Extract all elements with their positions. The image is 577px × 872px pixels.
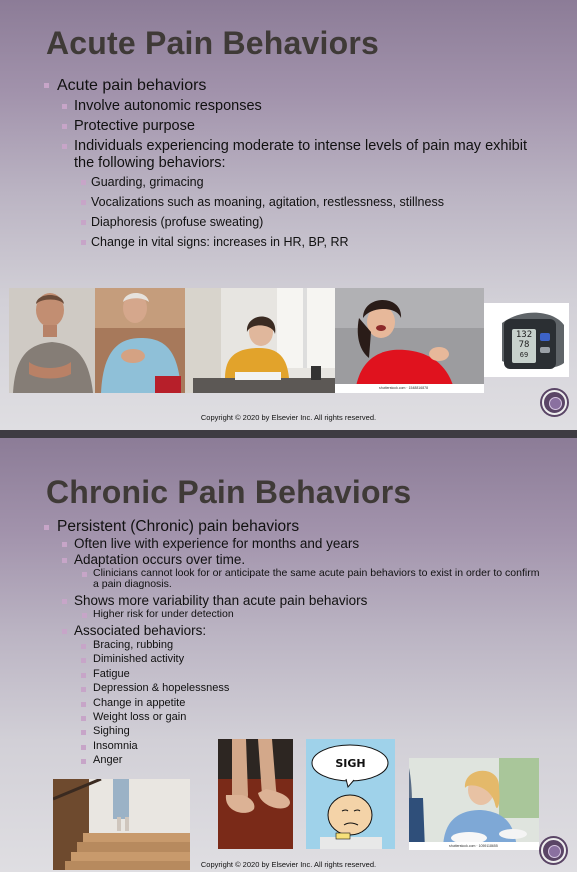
photo-woman-no-appetite	[409, 758, 539, 850]
behavior-item: Change in appetite	[44, 697, 543, 710]
photo-man-chest-pain	[95, 288, 185, 393]
photo-caption: shutterstock.com · 1059118655	[449, 844, 498, 848]
behavior-item: Bracing, rubbing	[44, 639, 543, 652]
bp-reading-diastolic: 78	[518, 340, 530, 350]
photo-bp-monitor	[484, 303, 569, 377]
photo-caption: shutterstock.com · 1548816878	[379, 386, 429, 390]
bullet-list	[44, 518, 543, 769]
photo-feet-rubbing	[218, 739, 293, 849]
bullet-level3: Guarding, grimacing	[44, 175, 543, 190]
bullet-list	[44, 76, 543, 255]
photo-stairs	[53, 779, 190, 870]
copyright-text: Copyright © 2020 by Elsevier Inc. All rights reserved.	[200, 413, 377, 422]
behavior-item: Sighing	[44, 725, 543, 738]
slide-acute-pain	[0, 0, 577, 430]
bullet-level3: Clinicians cannot look for or anticipate the same acute pain behaviors to exist in order to confirm a pain diagnosis.	[44, 568, 543, 590]
bullet-level2: Associated behaviors:	[44, 623, 543, 638]
bullet-level3: Higher risk for under detection	[44, 609, 543, 620]
speech-bubble-text: SIGH	[335, 757, 366, 770]
photo-man-grimacing	[9, 288, 95, 393]
copyright-text: Copyright © 2020 by Elsevier Inc. All rights reserved.	[200, 860, 377, 869]
bullet-level2: Protective purpose	[44, 118, 543, 135]
bp-reading-pulse: 69	[519, 351, 529, 359]
bullet-level1: Acute pain behaviors	[44, 76, 543, 95]
bullet-level3: Change in vital signs: increases in HR, BP, RR	[44, 235, 543, 250]
behavior-item: Diminished activity	[44, 653, 543, 666]
bullet-level3: Vocalizations such as moaning, agitation, restlessness, stillness	[44, 195, 543, 210]
behavior-item: Weight loss or gain	[44, 711, 543, 724]
slide-divider	[0, 430, 577, 438]
slide-nav-button[interactable]	[541, 838, 566, 863]
photo-charlie-brown-sigh	[306, 739, 395, 849]
slide-title: Chronic Pain Behaviors	[46, 474, 412, 510]
slide-chronic-pain	[0, 438, 577, 872]
bullet-level2: Often live with experience for months and years	[44, 536, 543, 551]
bullet-level2: Adaptation occurs over time.	[44, 552, 543, 567]
behavior-item: Insomnia	[44, 740, 543, 753]
slide-nav-button[interactable]	[542, 390, 567, 415]
bullet-level2: Shows more variability than acute pain behaviors	[44, 593, 543, 608]
behavior-item: Anger	[44, 754, 543, 767]
bullet-level1: Persistent (Chronic) pain behaviors	[44, 518, 543, 535]
photo-woman-back-pain	[335, 288, 484, 393]
bullet-level2: Involve autonomic responses	[44, 98, 543, 115]
bp-reading-systolic: 132	[515, 330, 533, 340]
photo-woman-at-desk	[185, 288, 335, 393]
slide-title: Acute Pain Behaviors	[46, 25, 379, 61]
bullet-level2: Individuals experiencing moderate to intense levels of pain may exhibit the following behaviors:	[44, 138, 543, 172]
behavior-item: Fatigue	[44, 668, 543, 681]
bullet-level3: Diaphoresis (profuse sweating)	[44, 215, 543, 230]
behavior-item: Depression & hopelessness	[44, 682, 543, 695]
